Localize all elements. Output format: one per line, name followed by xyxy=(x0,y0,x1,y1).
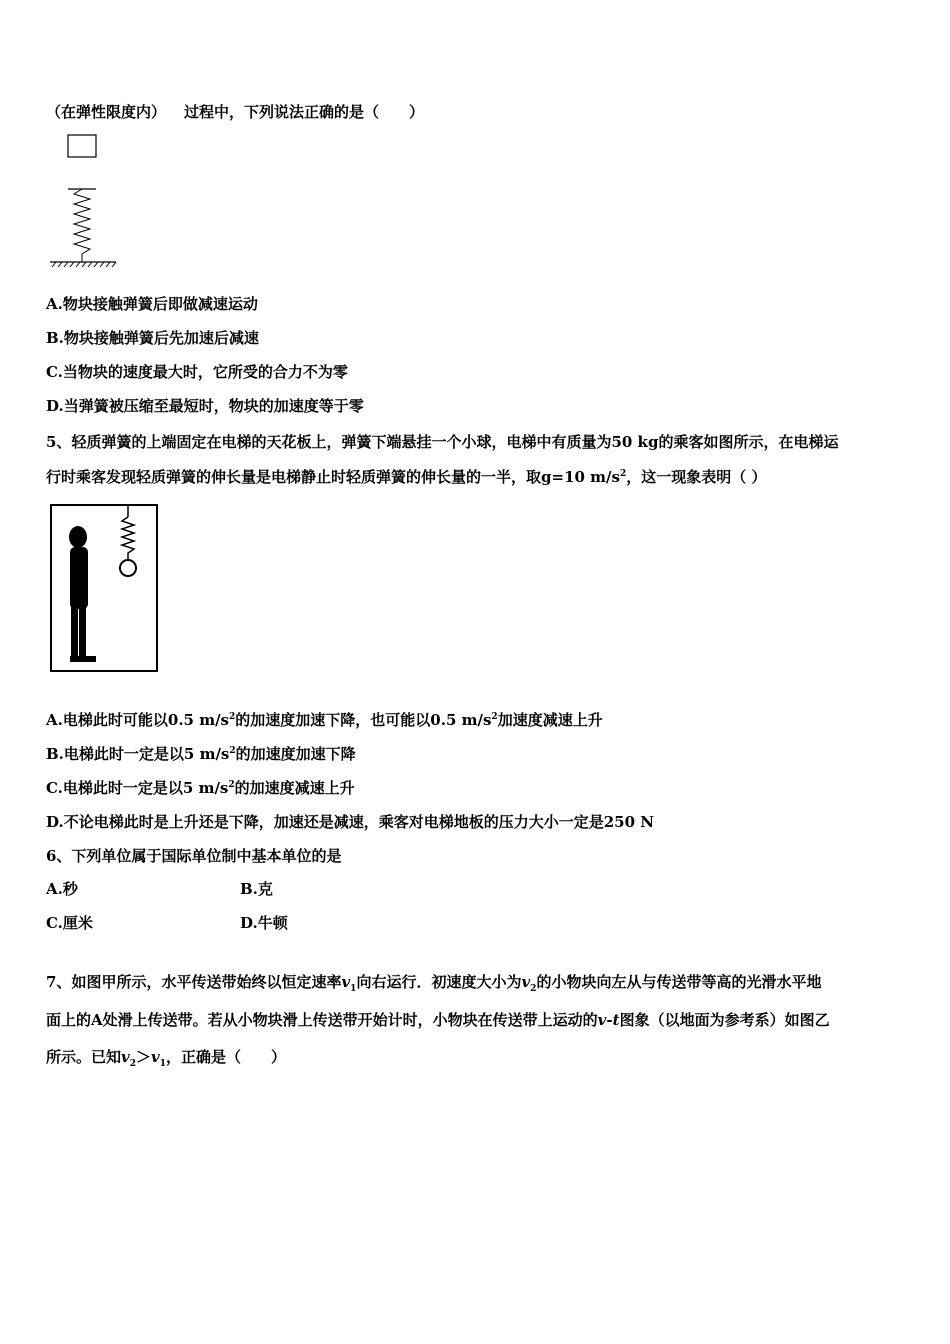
ball-icon xyxy=(120,560,136,576)
q6-option-c: C.厘米 xyxy=(46,914,93,932)
ground-hatch xyxy=(52,262,116,267)
q5-option-d: D.不论电梯此时是上升还是下降，加速还是减速，乘客对电梯地板的压力大小一定是250 N xyxy=(46,813,654,831)
q5-stem-line2: 行时乘客发现轻质弹簧的伸长量是电梯静止时轻质弹簧的伸长量的一半，取g=10 $m/s^2$，这一现象表明（ ） xyxy=(46,468,767,486)
q4-stem-tail xyxy=(46,102,424,122)
q5-option-b: B.电梯此时一定是以5 $m/s^2$的加速度加速下降 xyxy=(46,745,356,763)
hanging-spring-coil xyxy=(122,517,134,559)
q7-stem-line1: 7、如图甲所示，水平传送带始终以恒定速率$v_1$向右运行．初速度大小为$v_2$的小物块向左从与传送带等高的光滑水平地 xyxy=(46,973,822,994)
q5-option-c: C.电梯此时一定是以5 $m/s^2$的加速度减速上升 xyxy=(46,779,355,797)
q4-stem-tail-a: （在弹性限度内） xyxy=(46,103,167,121)
q7-stem-line2: 面上的A处滑上传送带。若从小物块滑上传送带开始计时，小物块在传送带上运动的v-t图象（以地面为参考系）如图乙 xyxy=(46,1011,830,1029)
elevator-frame xyxy=(51,505,157,671)
q4-option-d: D.当弹簧被压缩至最短时，物块的加速度等于零 xyxy=(46,397,364,415)
q4-option-a: A.物块接触弹簧后即做减速运动 xyxy=(46,295,258,313)
elevator-figure xyxy=(48,503,160,673)
q7-stem-line3: 所示。已知$v_2>v_1$，正确是（ ） xyxy=(46,1048,287,1069)
q6-option-a: A.秒 xyxy=(46,880,78,898)
q5-stem-line1: 5、轻质弹簧的上端固定在电梯的天花板上，弹簧下端悬挂一个小球，电梯中有质量为50 kg的乘客如图所示，在电梯运 xyxy=(46,433,839,451)
q4-option-b: B.物块接触弹簧后先加速后减速 xyxy=(46,329,259,347)
block-shape xyxy=(68,135,96,157)
q6-option-d: D.牛顿 xyxy=(240,914,288,932)
q5-option-a: A.电梯此时可能以0.5 $m/s^2$的加速度加速下降，也可能以0.5 $m/s^2$加速度减速上升 xyxy=(46,711,603,729)
q4-option-c: C.当物块的速度最大时，它所受的合力不为零 xyxy=(46,363,348,381)
q6-stem: 6、下列单位属于国际单位制中基本单位的是 xyxy=(46,847,342,865)
q6-option-b: B.克 xyxy=(240,880,273,898)
block-spring-figure xyxy=(46,134,121,270)
q4-stem-tail-b: 过程中，下列说法正确的是（ ） xyxy=(184,103,425,121)
passenger-silhouette xyxy=(69,526,96,662)
spring-coil xyxy=(74,189,90,262)
